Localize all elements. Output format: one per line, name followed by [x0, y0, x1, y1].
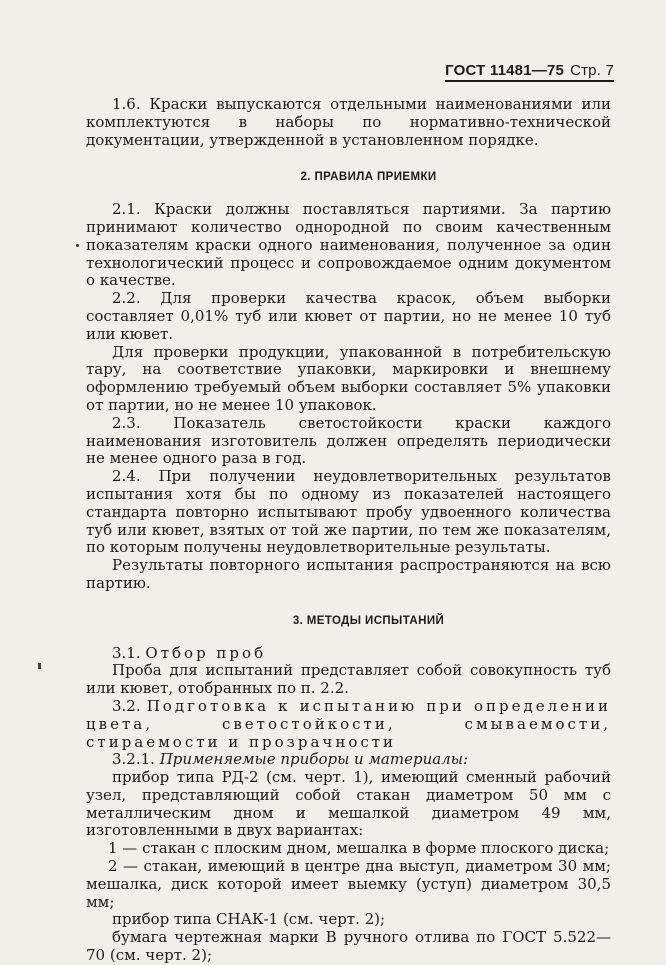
page-number: Стр. 7 [570, 62, 614, 79]
document-body [86, 96, 611, 965]
margin-dot [76, 244, 79, 247]
item-device-rd2: прибор типа РД-2 (см. черт. 1), имеющий сменный рабочий узел, представляющий собой стакан диаметром 50 мм с металлическим дном и мешалкой диаметром 49 мм, изготовленными в двух вариантах: [86, 768, 611, 840]
clause-number: 3.1. [112, 643, 141, 662]
section-2-heading: 2. ПРАВИЛА ПРИЕМКИ [300, 171, 437, 184]
standard-number: ГОСТ 11481—75 [445, 62, 565, 79]
clause-number: 3.2. [112, 696, 141, 715]
section-3-heading: 3. МЕТОДЫ ИСПЫТАНИЙ [292, 614, 445, 627]
item-device-snak: прибор типа СНАК-1 (см. черт. 2); [112, 910, 386, 929]
paragraph-2-2: 2.2. Для проверки качества красок, объем выборки составляет 0,01% туб или кювет от партии, но не менее 10 туб или кювет. [86, 289, 611, 343]
paragraph-3-2 [86, 698, 611, 751]
margin-mark [38, 663, 41, 669]
item-variant-1: 1 — стакан с плоским дном, мешалка в форме плоского диска; [108, 839, 610, 858]
paragraph-2-1: 2.1. Краски должны поставляться партиями. За партию принимают количество однородной по своим качественным показателям краски одного наименования, полученное за один технологический процесс и сопровождаемое одним документом о качестве. [86, 200, 611, 290]
clause-title: Отбор проб [145, 643, 267, 662]
paragraph-3-2-1 [86, 751, 611, 769]
clause-number: 3.2.1. [112, 750, 155, 769]
paragraph-2-4-results: Результаты повторного испытания распространяются на всю партию. [86, 556, 611, 592]
clause-title: Применяемые приборы и материалы: [159, 750, 468, 769]
page-header [445, 62, 614, 82]
paragraph-3-1-title [86, 645, 611, 663]
item-paper: бумага чертежная марки В ручного отлива по ГОСТ 5.522—70 (см. черт. 2); [86, 928, 611, 965]
clause-title: Подготовка к испытанию при определении цвета, светостойкости, смываемости, стираемости и прозрачности [86, 696, 611, 751]
paragraph-1-6: 1.6. Краски выпускаются отдельными наименованиями или комплектуются в наборы по нормативно-технической документации, утвержденной в установленном порядке. [86, 95, 611, 149]
paragraph-2-2-packaging: Для проверки продукции, упакованной в потребительскую тару, на соответствие упаковки, маркировки и внешнему оформлению требуемый объем выборки составляет 5% упаковки от партии, но не менее 10 упаковок. [86, 342, 611, 414]
item-variant-2: 2 — стакан, имеющий в центре дна выступ, диаметром 30 мм; мешалка, диск которой имеет выемку (уступ) диаметром 30,5 мм; [86, 857, 611, 911]
paragraph-3-1-text: Проба для испытаний представляет собой совокупность туб или кювет, отобранных по п. 2.2. [86, 661, 611, 698]
paragraph-2-3: 2.3. Показатель светостойкости краски каждого наименования изготовитель должен определять периодически не менее одного раза в год. [86, 413, 611, 468]
paragraph-2-4: 2.4. При получении неудовлетворительных результатов испытания хотя бы по одному из показателей настоящего стандарта повторно испытывают пробу удвоенного количества туб или кювет, взятых от той же партии, по тем же показателям, по которым получены неудовлетворительные результаты. [86, 467, 611, 557]
